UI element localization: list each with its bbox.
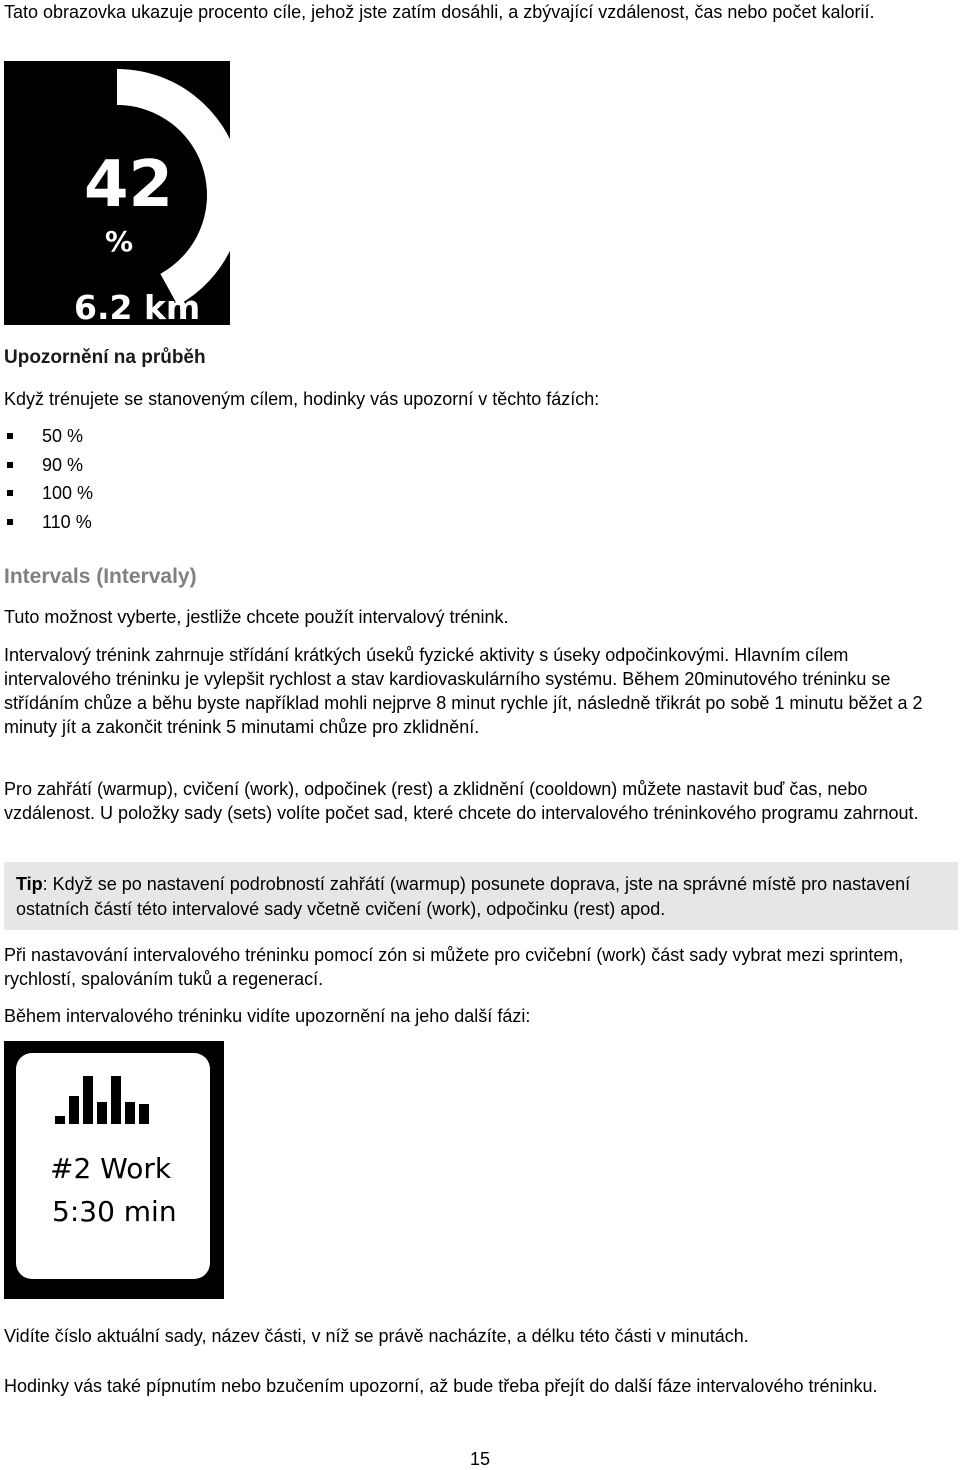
zones-paragraph: Při nastavování intervalového tréninku pomocí zón si můžete pro cvičební (work) část sady vybrat mezi sprintem, rychlostí, spalováním tuků a regenerací. (4, 945, 904, 989)
intervals-heading: Intervals (Intervaly) (4, 565, 197, 588)
interval-screen-graphic (4, 1041, 224, 1299)
bullet-square-icon (7, 433, 13, 439)
intervals-paragraph-1: Tuto možnost vyberte, jestliže chcete použít intervalový trénink. (4, 607, 509, 627)
next-phase-paragraph: Během intervalového tréninku vidíte upozornění na jeho další fázi: (4, 1006, 531, 1026)
tip-box (4, 862, 958, 930)
alerts-intro: Když trénujete se stanoveným cílem, hodinky vás upozorní v těchto fázích: (4, 389, 600, 409)
interval-duration: 5:30 min (52, 1195, 177, 1228)
page-number: 15 (470, 1449, 491, 1469)
beep-paragraph: Hodinky vás také pípnutím nebo bzučením upozorní, až bude třeba přejít do další fáze intervalového tréninku. (4, 1376, 878, 1396)
bullet-square-icon (7, 462, 13, 468)
progress-distance: 6.2 km (74, 288, 201, 325)
tip-label: Tip (16, 874, 43, 894)
interval-set-label: #2 Work (50, 1152, 172, 1185)
progress-ring-graphic (4, 61, 230, 325)
watch-progress-screen (4, 61, 230, 325)
interval-description: Vidíte číslo aktuální sady, název části, v níž se právě nacházíte, a délku této části v minutách. (4, 1326, 749, 1346)
watch-interval-screen (4, 1041, 224, 1299)
tip-body: : Když se po nastavení podrobností zahřátí (warmup) posunete doprava, jste na správné místě pro nastavení ostatních částí této intervalové sady včetně cvičení (work), odpočinku (rest) apod. (16, 874, 911, 919)
tip-text (16, 872, 946, 922)
intervals-paragraph-2: Intervalový trénink zahrnuje střídání krátkých úseků fyzické aktivity s úseky odpočinkovými. Hlavním cílem intervalového tréninku je vylepšit rychlost a stav kardiovaskulárního systému. Během 20minutového tréninku se střídáním chůze a běhu byste například mohli nejprve 8 minut rychle jít, následně třikrát po sobě 1 minutu běžet a 2 minuty jít a zakončit trénink 5 minutami chůze pro zklidnění. (4, 645, 923, 737)
alerts-heading: Upozornění na průběh (4, 347, 206, 368)
intro-paragraph: Tato obrazovka ukazuje procento cíle, jehož jste zatím dosáhli, a zbývající vzdálenost, čas nebo počet kalorií. (4, 2, 875, 22)
alert-levels-list (4, 424, 93, 538)
bullet-square-icon (7, 519, 13, 525)
list-item: 90 % (4, 453, 93, 482)
list-item: 50 % (4, 424, 93, 453)
list-item: 100 % (4, 481, 93, 510)
bullet-square-icon (7, 490, 13, 496)
progress-percent-sign: % (105, 225, 134, 258)
progress-percent-value: 42 (84, 148, 174, 222)
list-item: 110 % (4, 510, 93, 539)
intervals-paragraph-3: Pro zahřátí (warmup), cvičení (work), odpočinek (rest) a zklidnění (cooldown) můžete nastavit buď čas, nebo vzdálenost. U položky sady (sets) volíte počet sad, které chcete do intervalového tréninkového programu zahrnout. (4, 779, 919, 823)
